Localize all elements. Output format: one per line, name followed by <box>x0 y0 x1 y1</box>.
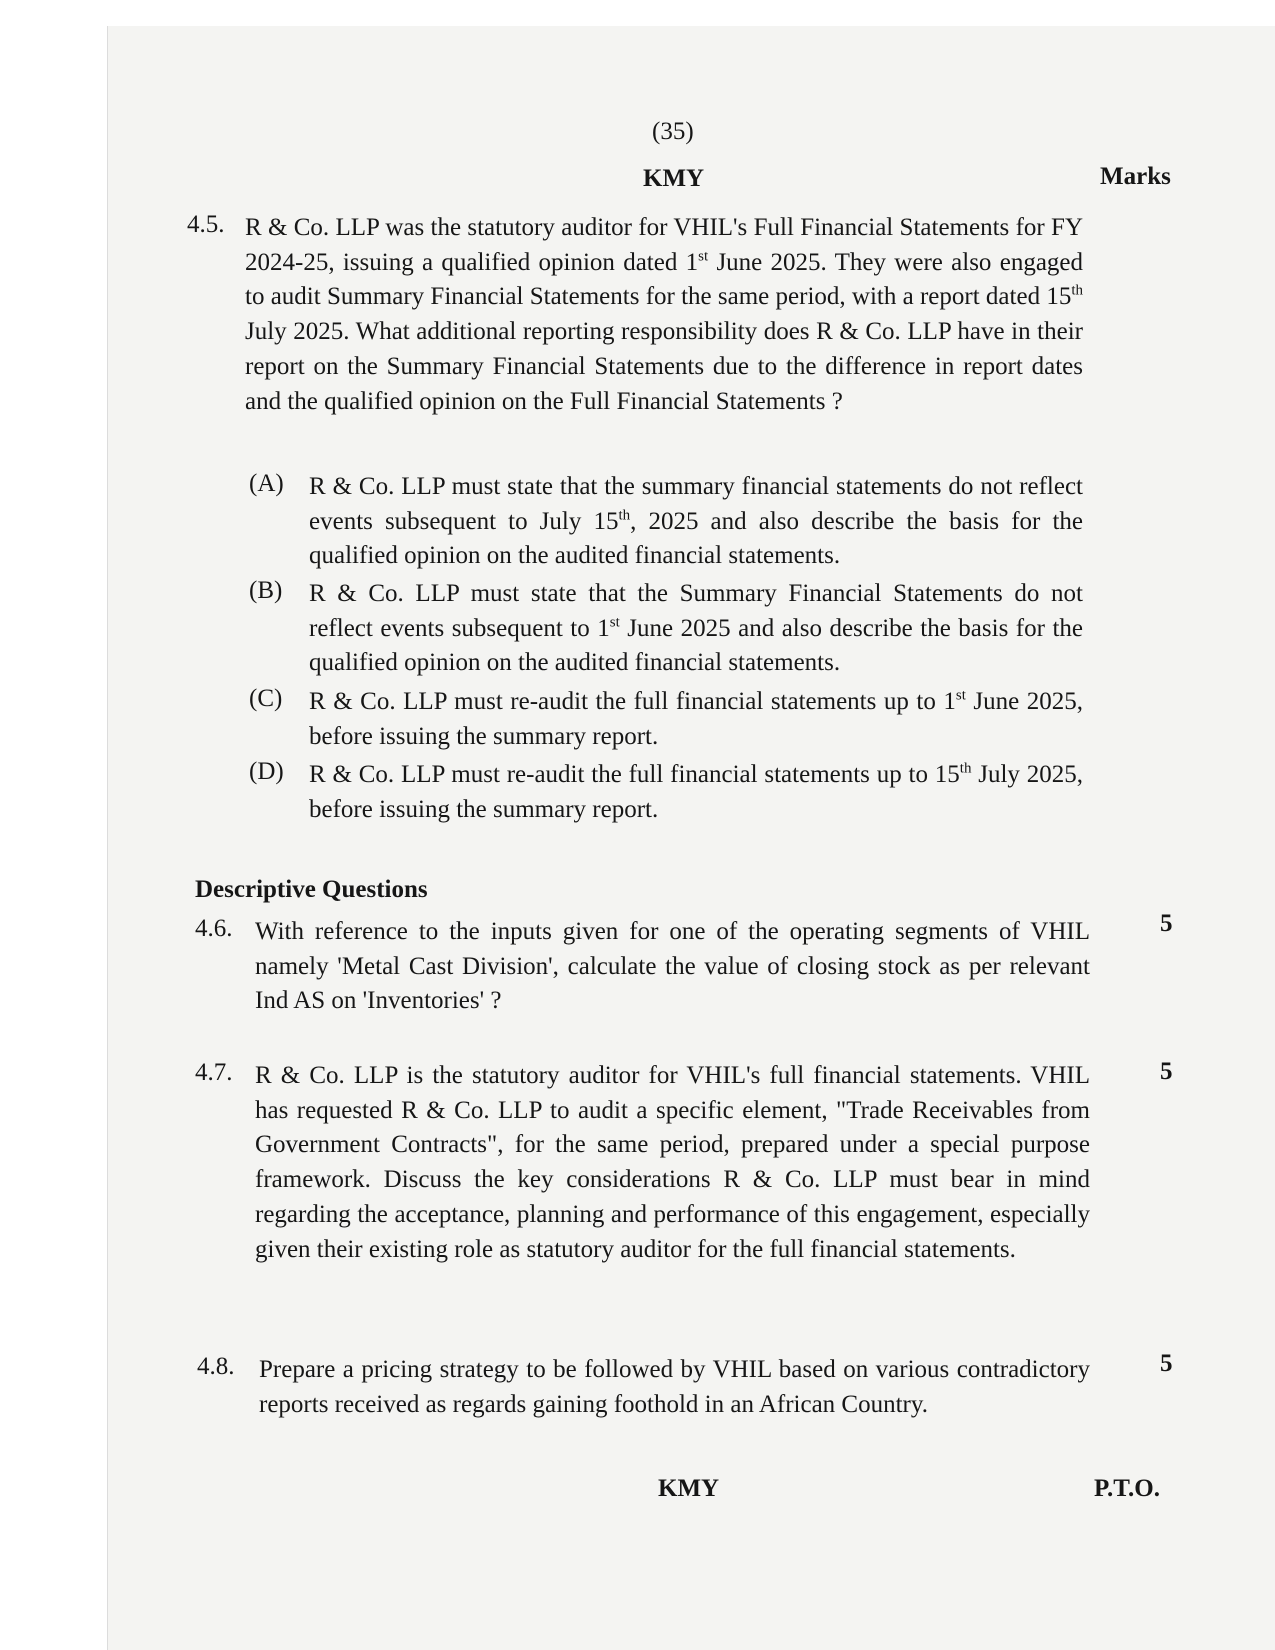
option-c-text-part1: R & Co. LLP must re-audit the full financial statements up to 1 <box>309 688 956 715</box>
question-number-4-8: 4.8. <box>197 1353 235 1380</box>
superscript: st <box>955 687 966 704</box>
paper-code-footer: KMY <box>658 1475 720 1502</box>
option-a-text-part1: R & Co. LLP must state that the summary financial statements do not reflect events subsequent to July 15 <box>309 473 1083 535</box>
option-a-text-part2: , 2025 and also describe the basis for the qualified opinion on the audited financial statements. <box>309 507 1083 570</box>
option-c-text-part2: June 2025, before issuing the summary report. <box>309 688 1083 750</box>
question-4-6-text: With reference to the inputs given for one of the operating segments of VHIL namely 'Metal Cast Division', calculate the value of closing stock as per relevant Ind AS on 'Inventories' ? <box>255 918 1090 1015</box>
question-4-7-text: R & Co. LLP is the statutory auditor for VHIL's full financial statements. VHIL has requested R & Co. LLP to audit a specific element, "Trade Receivables from Government Contracts", for the same period, prepared under a special purpose framework. Discuss the key considerations R & Co. LLP must bear in mind regarding the acceptance, planning and performance of this engagement, especially given their existing role as statutory auditor for the full financial statements. <box>255 1062 1090 1263</box>
option-d-text-part2: July 2025, before issuing the summary report. <box>309 761 1083 823</box>
option-d-text-part1: R & Co. LLP must re-audit the full financial statements up to 15 <box>309 761 960 788</box>
option-b-text-part1: R & Co. LLP must state that the Summary Financial Statements do not reflect events subsequent to 1 <box>309 580 1083 642</box>
question-number-4-5: 4.5. <box>187 211 225 238</box>
section-heading-descriptive: Descriptive Questions <box>195 876 428 903</box>
superscript: st <box>698 248 709 265</box>
option-b-label: (B) <box>249 577 283 604</box>
marks-4-6: 5 <box>1160 910 1173 937</box>
question-4-5-text-part2: June 2025. They were also engaged to audit Summary Financial Statements for the same period, with a report dated 15 <box>245 248 1084 311</box>
superscript: th <box>1071 283 1083 300</box>
marks-4-7: 5 <box>1160 1058 1173 1085</box>
option-b-text <box>309 577 1083 681</box>
question-4-5-text-part3: July 2025. What additional reporting responsibility does R & Co. LLP have in their report on the Summary Financial Statements due to the difference in report dates and the qualified opinion on the Full Financial Statements ? <box>245 318 1083 415</box>
superscript: st <box>609 614 620 631</box>
option-a-text <box>309 470 1083 574</box>
option-c-text <box>309 685 1083 754</box>
option-d-text <box>309 758 1083 827</box>
question-number-4-6: 4.6. <box>195 915 233 942</box>
question-4-5-text <box>245 211 1083 419</box>
paper-code-header: KMY <box>643 165 705 192</box>
superscript: th <box>618 507 631 524</box>
superscript: th <box>959 760 972 777</box>
question-4-5-text-part1: R & Co. LLP was the statutory auditor for VHIL's Full Financial Statements for FY 2024-25, issuing a qualified opinion dated 1 <box>245 214 1083 276</box>
option-a-label: (A) <box>249 470 284 497</box>
option-b-text-part2: June 2025 and also describe the basis for the qualified opinion on the audited financial statements. <box>309 614 1083 677</box>
marks-column-heading: Marks <box>1100 163 1171 190</box>
question-number-4-7: 4.7. <box>195 1059 233 1086</box>
please-turn-over: P.T.O. <box>1094 1475 1160 1502</box>
option-d-label: (D) <box>249 758 284 785</box>
marks-4-8: 5 <box>1160 1350 1173 1377</box>
option-c-label: (C) <box>249 685 283 712</box>
question-4-8-text: Prepare a pricing strategy to be followed by VHIL based on various contradictory reports received as regards gaining foothold in an African Country. <box>259 1356 1090 1418</box>
page-number: (35) <box>652 118 694 145</box>
